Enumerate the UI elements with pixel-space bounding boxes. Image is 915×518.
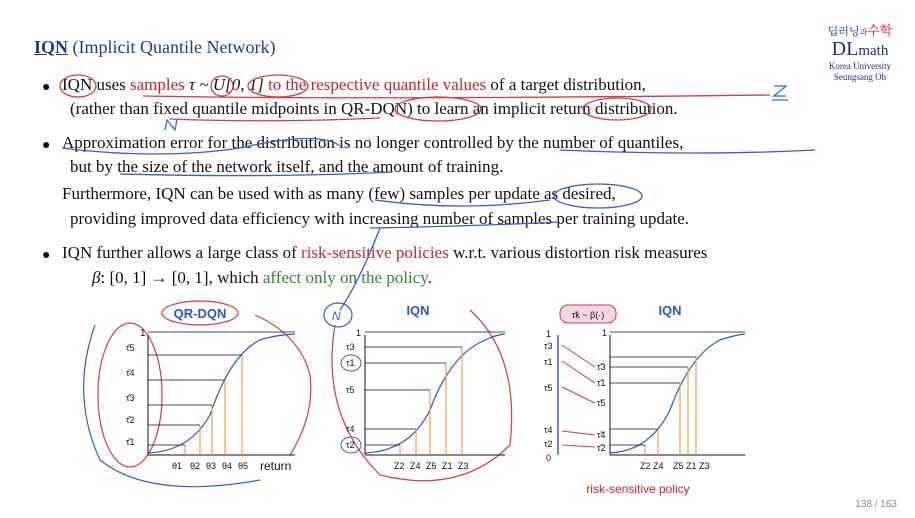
qrdqn-ylabel-5: τ̂5: [126, 343, 135, 353]
diagram-iqn-risk: [540, 295, 790, 505]
risk-left-tau3: τ3: [544, 341, 553, 351]
bullet-2-line-4: providing improved data efficiency with increasing number of samples per training update.: [70, 209, 690, 228]
iqn-xlabel-z4: Z4: [410, 461, 421, 471]
circle-tau: [211, 76, 233, 96]
iqn-ylabel-tau3: τ3: [346, 342, 355, 352]
risk-left-tau4: τ4: [544, 425, 553, 435]
qrdqn-ylabel-4: τ̂4: [126, 368, 135, 378]
risk-xlabel-z4: Z4: [653, 461, 664, 471]
risk-badge: τ̃k ~ β(·): [571, 310, 605, 320]
qrdqn-title: QR-DQN: [173, 306, 227, 321]
qrdqn-xlabel-2: θ2: [190, 461, 201, 471]
bullet-2-line-3: Furthermore, IQN can be used with as many (few) samples per update as desired,: [62, 184, 616, 203]
logo-author: Seungsang Oh: [833, 72, 887, 82]
qrdqn-one: 1: [140, 328, 146, 339]
underline-fixed-quantile: [170, 118, 380, 121]
n-mark-icon: [165, 119, 177, 130]
qrdqn-xlabel-3: θ3: [206, 461, 217, 471]
risk-right-tau5: τ̃5: [597, 398, 606, 408]
risk-iqn-title: IQN: [658, 303, 682, 318]
qrdqn-ylabel-1: τ̂1: [126, 437, 135, 447]
iqn-ylabel-tau5: τ5: [346, 385, 355, 395]
risk-one: 1: [602, 328, 608, 338]
iqn-ylabel-tau1: τ1: [346, 358, 355, 368]
risk-left-one: 1: [546, 329, 552, 339]
iqn-ylabel-one: 1: [356, 328, 362, 338]
underline-increasing: [370, 222, 560, 228]
risk-left-tau1: τ1: [544, 357, 553, 367]
underline-samples-2: [375, 200, 550, 206]
z-mark-icon: [772, 86, 788, 100]
iqn-ylabel-tau2: τ2: [346, 440, 355, 450]
risk-left-zero: 0: [546, 453, 552, 463]
risk-caption: risk-sensitive policy: [586, 482, 690, 496]
qrdqn-xlabel-5: θ5: [238, 461, 249, 471]
circle-qrdqn: [395, 97, 481, 121]
bullet-2-line-2: but by the size of the network itself, and the amount of training.: [70, 157, 504, 176]
bullet-1-line-1: IQN uses samples τ ~ U[0, 1] to the respective quantile values of a target distribution,: [62, 75, 646, 94]
qrdqn-ylabel-3: τ̂3: [126, 393, 135, 403]
iqn-ylabel-tau4: τ4: [346, 424, 355, 434]
underline-approximation: [62, 138, 340, 154]
qrdqn-ylabel-2: τ̂2: [126, 415, 135, 425]
n-circle-label: N: [332, 309, 341, 323]
underline-number-of-quantiles: [560, 150, 815, 153]
risk-right-tau2: τ̃2: [597, 443, 606, 453]
risk-xlabel-z1: Z1: [686, 461, 697, 471]
risk-left-tau2: τ2: [544, 439, 553, 449]
iqn-xlabel-z5: Z5: [426, 461, 437, 471]
logo-korean: 딥러닝과수학: [827, 23, 893, 38]
logo-university: Korea University: [828, 61, 892, 71]
bullet-dot-1: ●: [42, 80, 51, 95]
qrdqn-xlabel-1: θ1: [172, 461, 183, 471]
bullet-3-line-1: IQN further allows a large class of risk-sensitive policies w.r.t. various distortion risk measures: [62, 243, 708, 262]
underline-size-network: [120, 172, 392, 176]
iqn-xlabel-z1: Z1: [442, 461, 453, 471]
bullet-2-line-1: Approximation error for the distribution is no longer controlled by the number of quantiles,: [62, 133, 684, 152]
bullet-1-line-2: (rather than fixed quantile midpoints in QR-DQN) to learn an implicit return distribution.: [70, 99, 678, 118]
iqn-xlabel-z3: Z3: [458, 461, 469, 471]
risk-xlabel-z3: Z3: [699, 461, 710, 471]
diagram-qrdqn: [60, 295, 320, 495]
circle-u01: [248, 75, 308, 97]
bullet-3-line-2: β: [0, 1] → [0, 1], which affect only on the policy.: [92, 268, 432, 287]
title-keyword: IQN: [34, 37, 69, 57]
bullet-dot-2: ●: [42, 138, 51, 153]
qrdqn-x-axis-label: return: [260, 459, 292, 473]
page-number: 138 / 163: [855, 499, 897, 510]
risk-right-tau4: τ̃4: [597, 430, 606, 440]
risk-left-tau5: τ5: [544, 383, 553, 393]
title-rest: (Implicit Quantile Network): [68, 37, 276, 57]
qrdqn-xlabel-4: θ4: [222, 461, 233, 471]
risk-right-tau1: τ̃1: [597, 378, 606, 388]
logo-dlmath: DLmath: [831, 38, 889, 60]
risk-xlabel-z2: Z2: [640, 461, 651, 471]
bullet-dot-3: ●: [42, 248, 51, 263]
iqn-title: IQN: [406, 303, 430, 318]
underline-samples: [143, 95, 770, 98]
iqn-xlabel-z2: Z2: [394, 461, 405, 471]
circle-iqn-1: [60, 75, 96, 97]
diagram-iqn: [320, 295, 520, 495]
risk-right-tau3: τ̃3: [597, 362, 606, 372]
circle-implicit: [583, 98, 651, 120]
risk-xlabel-z5: Z5: [673, 461, 684, 471]
circle-per-update: [554, 184, 642, 208]
